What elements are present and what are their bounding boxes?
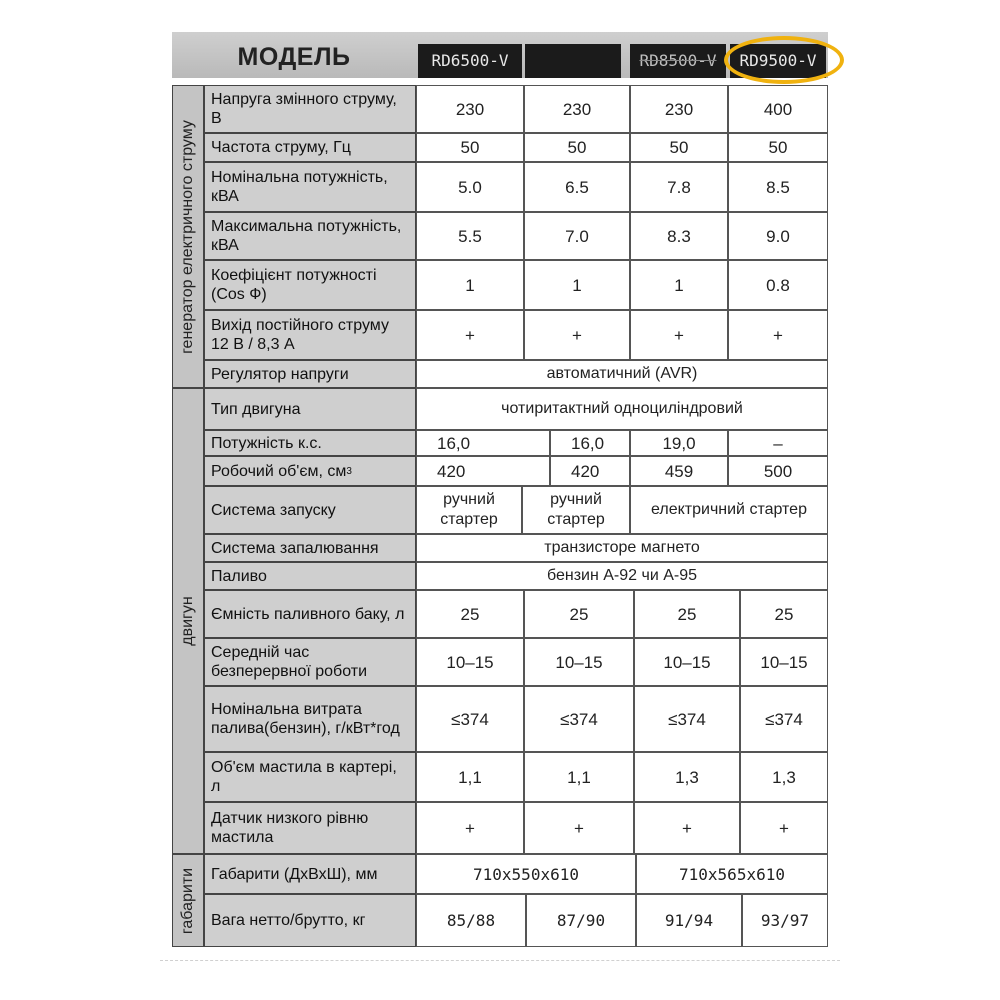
value-cell: 93/97 (742, 894, 828, 947)
value-cell: 230 (416, 85, 524, 133)
value-cell: ≤374 (634, 686, 740, 752)
value-cell: 6.5 (524, 162, 630, 212)
row-label: Вага нетто/брутто, кг (204, 894, 416, 947)
value-cell: 10–15 (634, 638, 740, 686)
value-cell: ≤374 (524, 686, 634, 752)
value-cell: + (416, 310, 524, 360)
value-cell: 25 (634, 590, 740, 638)
bottom-divider (160, 960, 840, 961)
value-cell: + (740, 802, 828, 854)
value-cell: 230 (630, 85, 728, 133)
value-cell: 1 (416, 260, 524, 310)
row-label: Середній час безперервної роботи (204, 638, 416, 686)
value-cell: 7.8 (630, 162, 728, 212)
group-generator (172, 85, 204, 388)
model-header-title: МОДЕЛЬ (237, 43, 351, 71)
row-label: Габарити (ДхВхШ), мм (204, 854, 416, 894)
value-cell: ручний стартер (522, 486, 630, 534)
value-cell: 87/90 (526, 894, 636, 947)
value-cell: 10–15 (740, 638, 828, 686)
value-cell-merged: 710x565x610 (636, 854, 828, 894)
value-cell: 7.0 (524, 212, 630, 260)
model-name-blank (525, 44, 621, 78)
value-cell-merged: бензин А-92 чи А-95 (416, 562, 828, 590)
value-cell: 25 (416, 590, 524, 638)
value-cell: + (524, 802, 634, 854)
row-label: Об'єм мастила в картері, л (204, 752, 416, 802)
value-cell: 10–15 (524, 638, 634, 686)
value-cell: 50 (630, 133, 728, 162)
row-label: Номінальна витрата палива(бензин), г/кВт*год (204, 686, 416, 752)
value-cell: 8.5 (728, 162, 828, 212)
value-cell: 50 (728, 133, 828, 162)
group-engine-label: двигун (179, 596, 196, 646)
value-cell: ≤374 (416, 686, 524, 752)
value-cell: 1 (524, 260, 630, 310)
group-dimensions (172, 854, 204, 947)
value-cell: 9.0 (728, 212, 828, 260)
row-label: Тип двигуна (204, 388, 416, 430)
value-cell: ≤374 (740, 686, 828, 752)
value-cell: + (634, 802, 740, 854)
value-cell: 500 (728, 456, 828, 486)
value-cell: 8.3 (630, 212, 728, 260)
value-cell: + (524, 310, 630, 360)
value-cell: + (416, 802, 524, 854)
row-label: Датчик низкого рівню мастила (204, 802, 416, 854)
value-cell: 19,0 (630, 430, 728, 456)
value-cell: 420 (416, 456, 550, 486)
value-cell: + (630, 310, 728, 360)
row-label: Паливо (204, 562, 416, 590)
value-cell: 420 (550, 456, 630, 486)
value-cell: – (728, 430, 828, 456)
value-cell: 5.0 (416, 162, 524, 212)
row-label: Напруга змінного струму, В (204, 85, 416, 133)
model-name-rd8500: RD8500-V (630, 44, 726, 78)
row-label: Частота струму, Гц (204, 133, 416, 162)
group-engine (172, 388, 204, 854)
model-name-rd9500: RD9500-V (730, 44, 826, 78)
row-label: Максимальна потужність, кВА (204, 212, 416, 260)
row-label: Номінальна потужність, кВА (204, 162, 416, 212)
value-cell: 10–15 (416, 638, 524, 686)
value-cell: 50 (416, 133, 524, 162)
row-label: Система запалювання (204, 534, 416, 562)
value-cell: 5.5 (416, 212, 524, 260)
row-label: Система запуску (204, 486, 416, 534)
value-cell-merged: 710x550x610 (416, 854, 636, 894)
value-cell: 400 (728, 85, 828, 133)
value-cell: 1,1 (524, 752, 634, 802)
value-cell: 50 (524, 133, 630, 162)
group-generator-label: генератор електричного струму (179, 119, 196, 354)
value-cell: 25 (524, 590, 634, 638)
group-dimensions-label: габарити (179, 867, 196, 934)
value-cell: 230 (524, 85, 630, 133)
value-cell-merged: електричний стартер (630, 486, 828, 534)
value-cell: 1,1 (416, 752, 524, 802)
row-label: Ємність паливного баку, л (204, 590, 416, 638)
row-label: Регулятор напруги (204, 360, 416, 388)
value-cell-merged: автоматичний (AVR) (416, 360, 828, 388)
value-cell-merged: транзисторе магнето (416, 534, 828, 562)
value-cell: ручний стартер (416, 486, 522, 534)
value-cell: + (728, 310, 828, 360)
value-cell: 1 (630, 260, 728, 310)
row-label: Робочий об'єм, см 3 (204, 456, 416, 486)
value-cell: 85/88 (416, 894, 526, 947)
row-label: Вихід постійного струму 12 В / 8,3 А (204, 310, 416, 360)
value-cell-merged: чотиритактний одноциліндровий (416, 388, 828, 430)
value-cell: 459 (630, 456, 728, 486)
value-cell: 1,3 (634, 752, 740, 802)
value-cell: 16,0 (550, 430, 630, 456)
value-cell: 91/94 (636, 894, 742, 947)
value-cell: 0.8 (728, 260, 828, 310)
value-cell: 1,3 (740, 752, 828, 802)
value-cell: 16,0 (416, 430, 550, 456)
value-cell: 25 (740, 590, 828, 638)
model-name-rd6500: RD6500-V (418, 44, 522, 78)
row-label: Потужність к.с. (204, 430, 416, 456)
row-label: Коефіцієнт потужності (Cos Ф) (204, 260, 416, 310)
